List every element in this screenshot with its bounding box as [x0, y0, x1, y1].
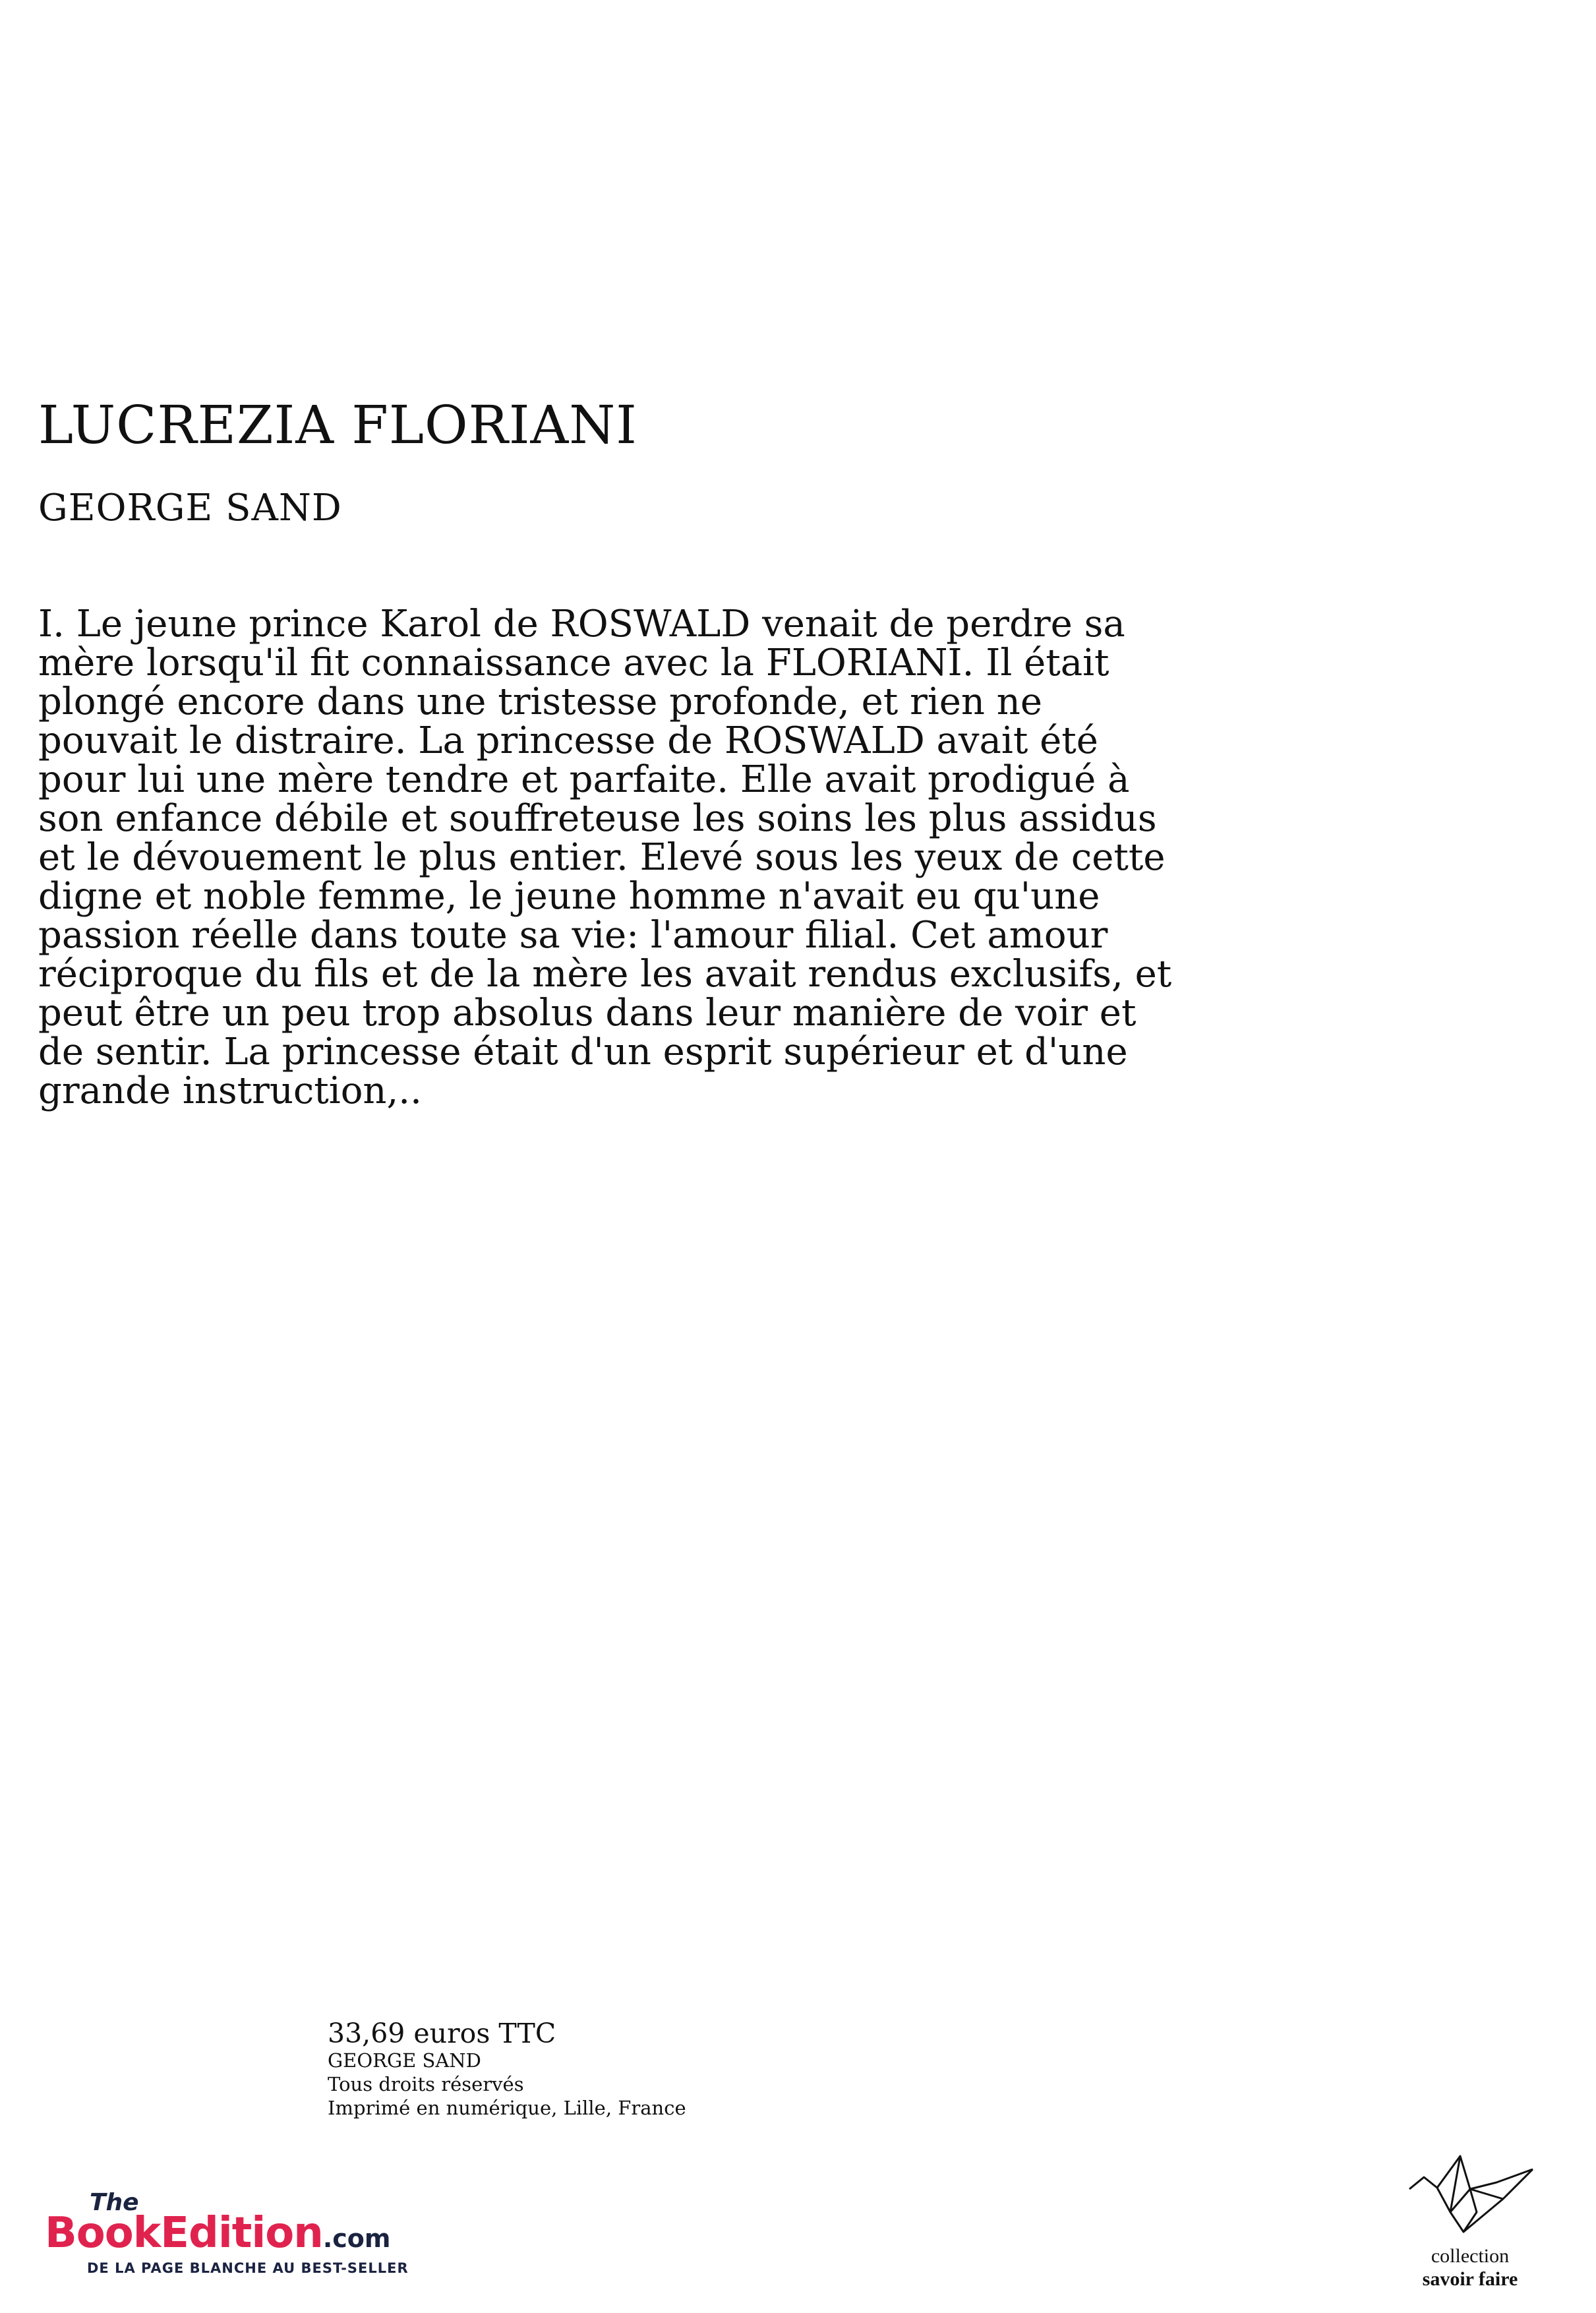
summary-line: I. Le jeune prince Karol de ROSWALD venait de perdre sa — [38, 603, 1125, 646]
collection-name: savoir faire — [1422, 2268, 1518, 2290]
summary-line: passion réelle dans toute sa vie: l'amour filial. Cet amour — [38, 914, 1108, 957]
rights-notice: Tous droits réservés — [328, 2073, 524, 2095]
summary-line: peut être un peu trop absolus dans leur manière de voir et — [38, 992, 1137, 1035]
logo-name: BookEdition — [45, 2209, 323, 2258]
collection-label: collection — [1431, 2245, 1510, 2267]
summary-line: plongé encore dans une tristesse profonde, et rien ne — [38, 680, 1042, 723]
summary-line: digne et noble femme, le jeune homme n'avait eu qu'une — [38, 875, 1100, 918]
book-author: GEORGE SAND — [38, 487, 342, 529]
summary-line: de sentir. La princesse était d'un esprit supérieur et d'une — [38, 1031, 1128, 1073]
colophon — [328, 2018, 686, 2120]
origami-crane-icon — [1398, 2149, 1543, 2255]
summary-line: pouvait le distraire. La princesse de ROSWALD avait été — [38, 719, 1098, 762]
summary-line: et le dévouement le plus entier. Elevé sous les yeux de cette — [38, 836, 1166, 879]
summary-line: son enfance débile et souffreteuse les soins les plus assidus — [38, 797, 1157, 840]
summary-line: grande instruction,.. — [38, 1069, 422, 1112]
book-title: LUCREZIA FLORIANI — [38, 394, 637, 456]
logo-the: The — [90, 2189, 139, 2216]
summary-line: mère lorsqu'il fit connaissance avec la FLORIANI. Il était — [38, 642, 1109, 684]
logo-domain: .com — [322, 2224, 391, 2253]
summary-line: réciproque du fils et de la mère les avait rendus exclusifs, et — [38, 953, 1172, 996]
logo-tagline: DE LA PAGE BLANCHE AU BEST-SELLER — [87, 2260, 409, 2276]
colophon-author: GEORGE SAND — [328, 2049, 481, 2072]
price: 33,69 euros TTC — [328, 2018, 556, 2049]
publisher-logo — [45, 2189, 440, 2281]
logo-wordmark — [45, 2209, 390, 2258]
book-summary — [38, 605, 1238, 1110]
print-notice: Imprimé en numérique, Lille, France — [328, 2097, 686, 2119]
summary-line: pour lui une mère tendre et parfaite. Elle avait prodigué à — [38, 758, 1130, 801]
